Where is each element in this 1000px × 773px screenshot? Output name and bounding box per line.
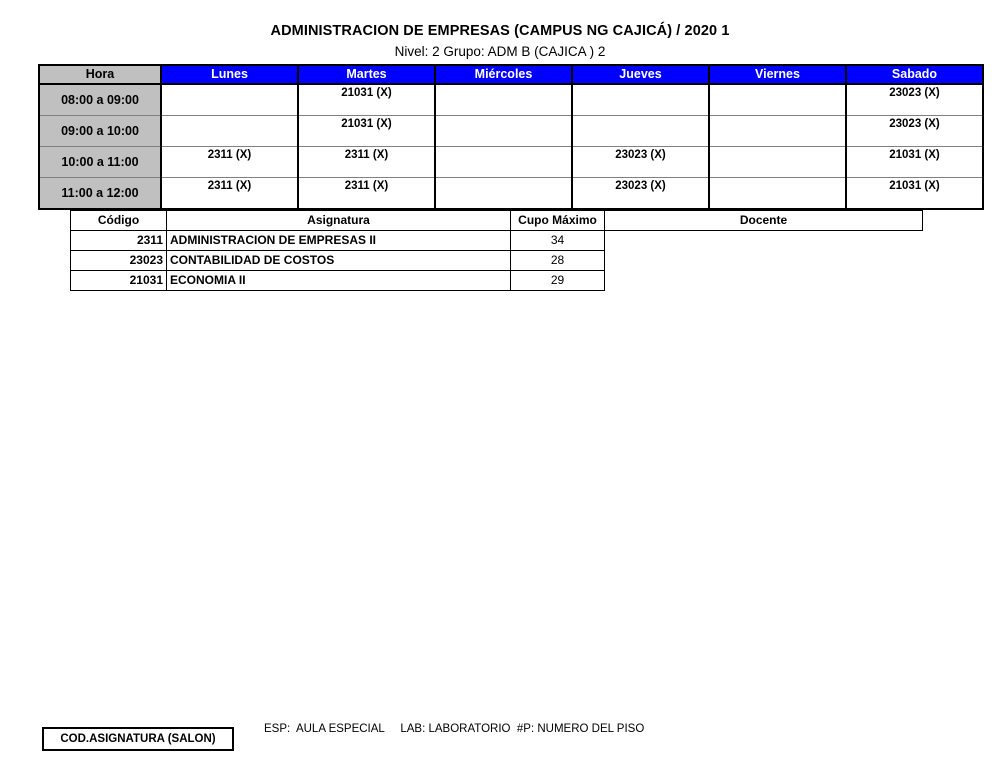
schedule-slot[interactable]: 2311 (X) (161, 178, 298, 210)
subject-asignatura: CONTABILIDAD DE COSTOS (167, 251, 511, 271)
schedule-header-hora: Hora (39, 65, 161, 84)
legend-text: ESP: AULA ESPECIAL LAB: LABORATORIO #P: NUMERO DEL PISO (264, 723, 645, 735)
page-subtitle: Nivel: 2 Grupo: ADM B (CAJICA ) 2 (394, 44, 606, 59)
schedule-header-sabado: Sabado (846, 65, 983, 84)
table-row (71, 271, 923, 291)
schedule-row (39, 84, 983, 116)
schedule-header-row (39, 65, 983, 84)
schedule-header-miercoles: Miércoles (435, 65, 572, 84)
schedule-slot[interactable] (709, 116, 846, 147)
schedule-slot[interactable] (709, 84, 846, 116)
schedule-header-jueves: Jueves (572, 65, 709, 84)
schedule-slot[interactable]: 23023 (X) (572, 178, 709, 210)
schedule-hour-label: 11:00 a 12:00 (39, 178, 161, 210)
subject-cupo: 34 (511, 231, 605, 251)
schedule-table (38, 64, 984, 210)
code-format-box: COD.ASIGNATURA (SALON) (42, 727, 234, 751)
title-block (0, 22, 1000, 61)
subjects-header-cupo: Cupo Máximo (511, 211, 605, 231)
schedule-slot[interactable] (435, 84, 572, 116)
subject-codigo: 21031 (71, 271, 167, 291)
schedule-slot[interactable]: 2311 (X) (298, 147, 435, 178)
schedule-hour-label: 09:00 a 10:00 (39, 116, 161, 147)
subjects-header-docente: Docente (605, 211, 923, 231)
schedule-slot[interactable] (709, 178, 846, 210)
schedule-slot[interactable]: 2311 (X) (161, 147, 298, 178)
schedule-hour-label: 08:00 a 09:00 (39, 84, 161, 116)
schedule-header-martes: Martes (298, 65, 435, 84)
schedule-header-lunes: Lunes (161, 65, 298, 84)
schedule-hour-label: 10:00 a 11:00 (39, 147, 161, 178)
subject-cupo: 28 (511, 251, 605, 271)
schedule-slot[interactable]: 21031 (X) (846, 178, 983, 210)
schedule-slot[interactable] (435, 116, 572, 147)
schedule-slot[interactable]: 21031 (X) (298, 84, 435, 116)
schedule-slot[interactable] (709, 147, 846, 178)
schedule-slot[interactable] (572, 84, 709, 116)
schedule-row (39, 147, 983, 178)
table-row (71, 251, 923, 271)
subject-docente (605, 231, 923, 251)
schedule-slot[interactable]: 2311 (X) (298, 178, 435, 210)
schedule-slot[interactable] (572, 116, 709, 147)
subjects-header-asignatura: Asignatura (167, 211, 511, 231)
schedule-slot[interactable] (435, 147, 572, 178)
schedule-slot[interactable]: 21031 (X) (846, 147, 983, 178)
subject-codigo: 23023 (71, 251, 167, 271)
subject-asignatura: ADMINISTRACION DE EMPRESAS II (167, 231, 511, 251)
schedule-slot[interactable] (161, 116, 298, 147)
schedule-slot[interactable]: 23023 (X) (846, 84, 983, 116)
subject-codigo: 2311 (71, 231, 167, 251)
schedule-slot[interactable]: 23023 (X) (572, 147, 709, 178)
subjects-table (70, 210, 923, 291)
subject-docente (605, 251, 923, 271)
table-row (71, 231, 923, 251)
schedule-header-viernes: Viernes (709, 65, 846, 84)
schedule-slot[interactable] (435, 178, 572, 210)
schedule-row (39, 178, 983, 210)
schedule-slot[interactable] (161, 84, 298, 116)
subjects-header-codigo: Código (71, 211, 167, 231)
subject-docente (605, 271, 923, 291)
schedule-slot[interactable]: 21031 (X) (298, 116, 435, 147)
subject-cupo: 29 (511, 271, 605, 291)
schedule-slot[interactable]: 23023 (X) (846, 116, 983, 147)
schedule-row (39, 116, 983, 147)
subject-asignatura: ECONOMIA II (167, 271, 511, 291)
subjects-header-row (71, 211, 923, 231)
page-title: ADMINISTRACION DE EMPRESAS (CAMPUS NG CAJICÁ) / 2020 1 (270, 23, 730, 39)
